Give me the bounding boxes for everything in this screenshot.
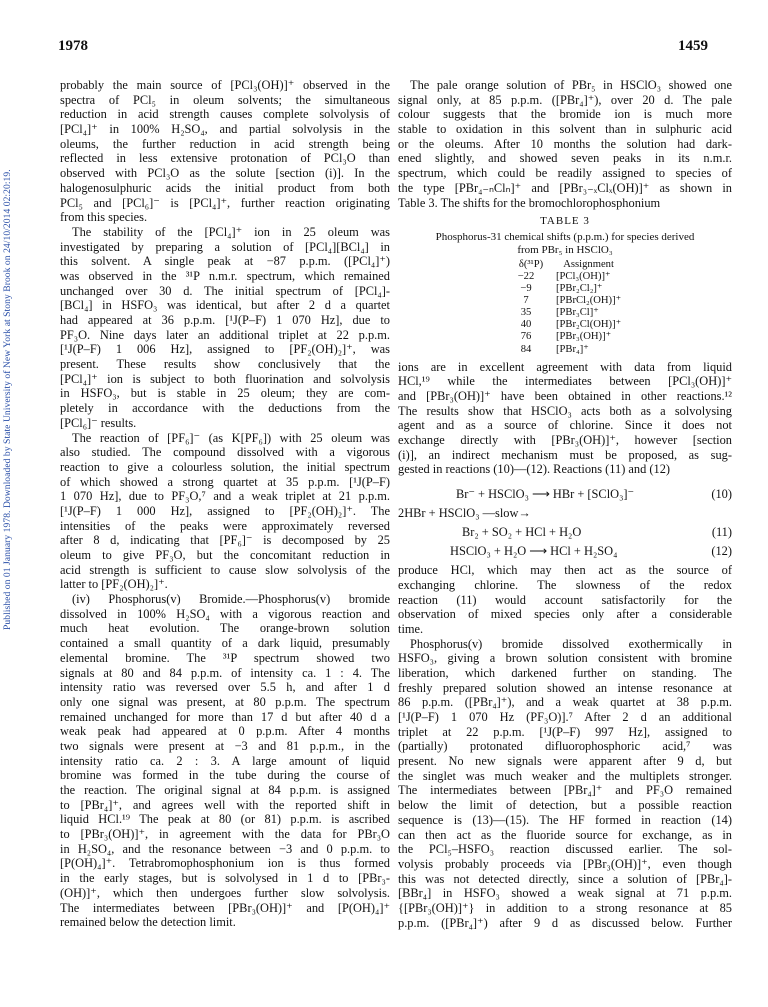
- text-line: [P(OH)₄]⁺. Tetrabromophosphonium ion is thus formed: [60, 856, 390, 871]
- text-line: ened slightly, and showed seven peaks in its n.m.r.: [398, 151, 732, 166]
- equation: [398, 521, 732, 540]
- text-line: present. These results show conclusively that the: [60, 357, 390, 372]
- text-line: PCl₅ and [PCl₆]⁻ is [PCl₄]⁺, further reaction originating: [60, 195, 390, 210]
- equation: [398, 540, 732, 559]
- text-line: liberation, which darkened further on standing. The: [398, 665, 732, 680]
- text-line: [PCl₄]⁺ in 100% H₂SO₄, and partial solvolysis in the: [60, 122, 390, 137]
- text-line: remained below the detection limit.: [60, 915, 236, 930]
- text-line: reaction to give a colourless solution, the initial spectrum: [60, 459, 390, 474]
- assignment-cell: [PBrCl₂(OH)]⁺: [556, 295, 622, 307]
- text-line: exchange directly with [PBr₃(OH)]⁺, however [section: [398, 433, 732, 448]
- text-line: dissolved in 100% H₂SO₄ with a vigorous reaction and: [60, 606, 390, 621]
- equation-number: (10): [711, 487, 732, 502]
- equation-body: Br₂ + SO₂ + HCl + H₂O: [462, 525, 582, 540]
- text-line: latter to [PF₂(OH)₂]⁺.: [60, 577, 168, 592]
- text-line: [¹J(P–F) 1 000 Hz], assigned to [PF₂(OH)₂]⁺. The: [60, 503, 390, 518]
- assignment-cell: [PCl₃(OH)]⁺: [556, 270, 611, 282]
- text-line: had appeared at 36 p.p.m. [¹J(P–F) 1 070 Hz], due to: [60, 313, 390, 327]
- equation: [398, 483, 732, 502]
- text-line: was observed in the ³¹P n.m.r. spectrum, which remained: [60, 268, 390, 283]
- text-line: intensity ratio was reversed over 5.5 h, and after 1 d: [60, 680, 390, 695]
- text-line: The intermediates between [PBr₃(OH)]⁺ and [P(OH)₄]⁺: [60, 900, 390, 915]
- text-line: of which showed a strong quartet at 35 p.p.m. [¹J(P–F): [60, 474, 390, 489]
- text-line: [¹J(P–F) 1 070 Hz (PF₃O)].⁷ After 2 d an additional: [398, 710, 732, 725]
- text-line: The stability of the [PCl₄]⁺ ion in 25 oleum was: [72, 224, 390, 239]
- text-line: [BCl₄] in HSFO₃ was identical, but after 2 d a quartet: [60, 298, 390, 313]
- text-line: [PCl₆]⁻ results.: [60, 415, 137, 430]
- text-line: intensity ratio ca. 2 : 3. A large amount of liquid: [60, 753, 390, 768]
- text-line: probably the main source of [PCl₃(OH)]⁺ observed in the: [60, 78, 390, 92]
- text-line: HCl,¹⁹ while the intermediates between [PCl₃(OH)]⁺: [398, 374, 732, 389]
- table-row: [506, 271, 621, 283]
- text-line: volysis probably proceeds via [PBr₃(OH)]⁺, even though: [398, 856, 732, 871]
- text-line: acid strength is sufficient to cause slow solvolysis of the: [60, 562, 390, 577]
- text-line: intensities of the peaks were approximately reversed: [60, 518, 390, 533]
- text-line: the PCl₅–HSFO₃ reaction discussed earlier. The sol-: [398, 842, 732, 857]
- equation-body: HSClO₃ + H₂O ⟶ HCl + H₂SO₄: [450, 544, 618, 559]
- text-line: signals at 80 and 84 p.p.m. of intensity ca. 1 : 4. The: [60, 665, 390, 680]
- text-line: gested in reactions (10)—(12). Reactions (11) and (12): [398, 462, 671, 477]
- text-line: elemental bromine. The ³¹P spectrum showed two: [60, 650, 390, 665]
- text-line: much heat evolution. The orange-brown solution: [60, 621, 390, 636]
- text-line: observation of mixed species only after a considerable: [398, 607, 732, 622]
- assignment-cell: [PBr₃(OH)]⁺: [556, 331, 612, 343]
- text-line: in H₂SO₄, and the resonance between −3 and 0 p.p.m. to: [60, 841, 390, 856]
- text-line: colour suggests that the bromide ion is much more: [398, 107, 732, 122]
- reaction-equations: [398, 483, 732, 559]
- table-row: [506, 307, 621, 319]
- table-label: TABLE 3: [540, 215, 590, 228]
- text-line: produce HCl, which may then act as the source of: [398, 563, 732, 578]
- text-line: Phosphorus(v) bromide dissolved exothermically in: [410, 636, 732, 651]
- shift-cell: 76: [520, 331, 532, 343]
- text-line: below the limit of detection, but a possible reaction: [398, 798, 732, 813]
- text-line: the singlet was much weaker and the multiplets stronger.: [398, 768, 732, 783]
- text-line: contained a small quantity of a dark liquid, presumably: [60, 636, 390, 651]
- table-row: [506, 344, 621, 356]
- right-top-text: [398, 78, 732, 210]
- text-line: [BBr₄] in HSFO₃ showed a weak signal at 71 p.p.m.: [398, 886, 732, 901]
- text-line: this was not detected directly, since a solution of [PBr₄]-: [398, 871, 732, 886]
- text-line: liquid HCl.¹⁹ The peak at 80 (or 81) p.p.m. is ascribed: [60, 812, 390, 827]
- text-line: (i)], an indirect mechanism must be proposed, as sug-: [398, 447, 732, 462]
- text-line: from this species.: [60, 210, 148, 225]
- text-line: exchanging chlorine. The slowness of the redox: [398, 577, 732, 592]
- text-line: only one signal was present, at 80 p.p.m. The spectrum: [60, 694, 390, 709]
- shift-cell: 84: [520, 343, 532, 355]
- text-line: halogenosulphuric acids the initial product from both: [60, 180, 390, 195]
- shift-cell: 7: [523, 295, 529, 307]
- text-line: after 8 d, indicating that [PF₆]⁻ is decomposed by 25: [60, 533, 390, 548]
- text-line: investigated by preparing a solution of [PCl₄][BCl₄] in: [60, 239, 390, 254]
- text-line: two signals were present at −3 and 81 p.p.m., in the: [60, 738, 390, 753]
- assignment-cell: [PBr₃Cl]⁺: [556, 307, 599, 319]
- text-line: (OH)]⁺, which then undergoes further slow solvolysis.: [60, 885, 390, 900]
- text-line: oleum to give PF₃O, but the concomitant reduction in: [60, 548, 390, 562]
- text-line: this solvent. A single peak at −87 p.p.m. ([PCl₄]⁺): [60, 254, 390, 269]
- text-line: The intermediates between [PBr₄]⁺ and PF₃O remained: [398, 783, 732, 798]
- text-line: triplet at 22 p.p.m. [¹J(P–F) 997 Hz], assigned to: [398, 724, 732, 739]
- text-line: [PCl₄]⁺ ion is subject to both fluorination and solvolysis: [60, 371, 390, 386]
- publication-download-note[interactable]: Published on 01 January 1978. Downloaded by State University of New York at Stony Brook on 24/10/2014 02:20:19.: [2, 169, 13, 631]
- text-line: spectra of PCl₅ in oleum solvents; the simultaneous: [60, 92, 390, 107]
- text-line: PF₃O. Nine days later an additional triplet at 22 p.p.m.: [60, 327, 390, 342]
- text-line: stable to oxidation in this solvent than in sulphuric acid: [398, 122, 732, 137]
- chemical-shift-table: [506, 259, 621, 356]
- table-row: [506, 331, 621, 343]
- equation-body: Br⁻ + HSClO₃ ⟶ HBr + [SClO₃]⁻: [456, 487, 635, 502]
- text-line: oleums, the further reduction in acid strength being: [60, 136, 390, 151]
- text-line: agent and as a source of chlorine. Since it does not: [398, 418, 732, 433]
- text-line: bromine was formed in the tube during the course of: [60, 768, 390, 783]
- text-line: Table 3. The shifts for the bromochlorophosphonium: [398, 195, 661, 210]
- assignment-cell: [PBr₄]⁺: [556, 343, 589, 355]
- text-line: can then act as the fluoride source for exchange, as in: [398, 827, 732, 842]
- right-middle-text: [398, 360, 732, 478]
- text-line: reduction in acid strength causes complete solvolysis of: [60, 107, 390, 122]
- text-line: signal only, at 85 p.p.m. ([PBr₄]⁺), over 20 d. The pale: [398, 92, 732, 107]
- assignment-cell: [PBr₂Cl₂]⁺: [556, 283, 603, 295]
- text-line: or the oleums. After 10 months the solution had dark-: [398, 136, 732, 151]
- right-bottom-text: [398, 563, 732, 930]
- table-row: [506, 283, 621, 295]
- text-line: reaction (11) would account satisfactorily for the: [398, 592, 732, 607]
- text-line: and [PBr₃(OH)]⁺ have been obtained in other reactions.¹²: [398, 389, 732, 404]
- text-line: 1 070 Hz], due to PF₃O,⁷ and a weak triplet at 21 p.p.m.: [60, 489, 390, 504]
- table-header-shift: δ(³¹P): [518, 258, 544, 270]
- table-caption-line: Phosphorus-31 chemical shifts (p.p.m.) for species derived: [435, 230, 695, 243]
- text-line: {[PBr₃(OH)]⁺} in addition to a strong resonance at 85: [398, 900, 732, 915]
- text-line: The results show that HSClO₃ acts both as a solvolysing: [398, 403, 732, 418]
- table-row: [506, 319, 621, 331]
- text-line: observed with PCl₃O as the solute [section (i)]. In the: [60, 166, 390, 181]
- text-line: weak peak had appeared at 0 p.p.m. After 4 months: [60, 724, 390, 739]
- right-column: [398, 78, 732, 930]
- table-header-assignment: Assignment: [563, 258, 614, 270]
- text-line: 86 p.p.m. ([PBr₄]⁺), and a weak quartet at 38 p.p.m.: [398, 695, 732, 710]
- shift-cell: 35: [520, 307, 532, 319]
- text-line: to [PBr₄]⁺, and agrees well with the reported shift in: [60, 797, 390, 812]
- shift-cell: −9: [520, 283, 532, 295]
- page-number: 1459: [678, 38, 708, 54]
- text-line: in HSFO₃, but is stable in 25 oleum; they are com-: [60, 386, 390, 401]
- table-row: [506, 295, 621, 307]
- journal-year: 1978: [58, 38, 88, 54]
- text-line: p.p.m. ([PBr₄]⁺) after 9 d as discussed below. Further: [398, 915, 732, 930]
- text-line: remained unchanged for more than 17 d but after 40 d a: [60, 709, 390, 724]
- text-line: [¹J(P–F) 1 006 Hz], assigned to [PF₂(OH)₂]⁺, was: [60, 342, 390, 357]
- text-line: The reaction of [PF₆]⁻ (as K[PF₆]) with 25 oleum was: [72, 430, 390, 445]
- text-line: pletely in accordance with the deductions from the: [60, 401, 390, 416]
- text-line: spectrum, which could be readily assigned to species of: [398, 166, 732, 181]
- table-caption: [398, 231, 732, 257]
- text-line: freshly prepared solution showed an intense resonance at: [398, 680, 732, 695]
- text-line: HSFO₃, giving a brown solution consistent with bromine: [398, 651, 732, 666]
- text-line: (iv) Phosphorus(v) Bromide.—Phosphorus(v) bromide: [72, 592, 390, 607]
- text-line: sequence is (13)—(15). The HF formed in reaction (14): [398, 812, 732, 827]
- text-line: (partially) protonated difluorophosphoric acid,⁷ was: [398, 739, 732, 754]
- text-line: present. No new signals were apparent after 9 d, but: [398, 754, 732, 769]
- text-line: the reaction. The original signal at 84 p.p.m. is assigned: [60, 783, 390, 797]
- shift-cell: 40: [520, 319, 532, 331]
- table-caption-line: from PBr₅ in HSClO₃: [517, 243, 613, 256]
- text-line: time.: [398, 621, 424, 636]
- text-line: the type [PBr₄₋ₙClₙ]⁺ and [PBr₃₋ₓClₓ(OH)]⁺ as shown in: [398, 180, 732, 195]
- assignment-cell: [PBr₂Cl(OH)]⁺: [556, 319, 622, 331]
- equation-number: (11): [711, 525, 732, 540]
- left-column: [60, 78, 390, 930]
- text-line: also studied. The compound dissolved with a vigorous: [60, 445, 390, 460]
- text-line: to [PBr₃(OH)]⁺, in agreement with the data for PBr₃O: [60, 827, 390, 842]
- text-line: The pale orange solution of PBr₅ in HSClO₃ showed one: [410, 78, 732, 92]
- text-line: unchanged over 30 d. The initial spectrum of [PCl₄]-: [60, 283, 390, 298]
- text-line: reflected in less extensive protonation of PCl₃O than: [60, 151, 390, 166]
- equation-number: (12): [711, 544, 732, 559]
- text-line: ions are in excellent agreement with data from liquid: [398, 359, 732, 374]
- shift-cell: −22: [517, 270, 535, 282]
- equation: [398, 502, 732, 521]
- equation-body: 2HBr + HSClO₃ —slow→: [398, 506, 531, 521]
- text-line: in the early stages, but is solvolysed in 1 d to [PBr₃-: [60, 871, 390, 886]
